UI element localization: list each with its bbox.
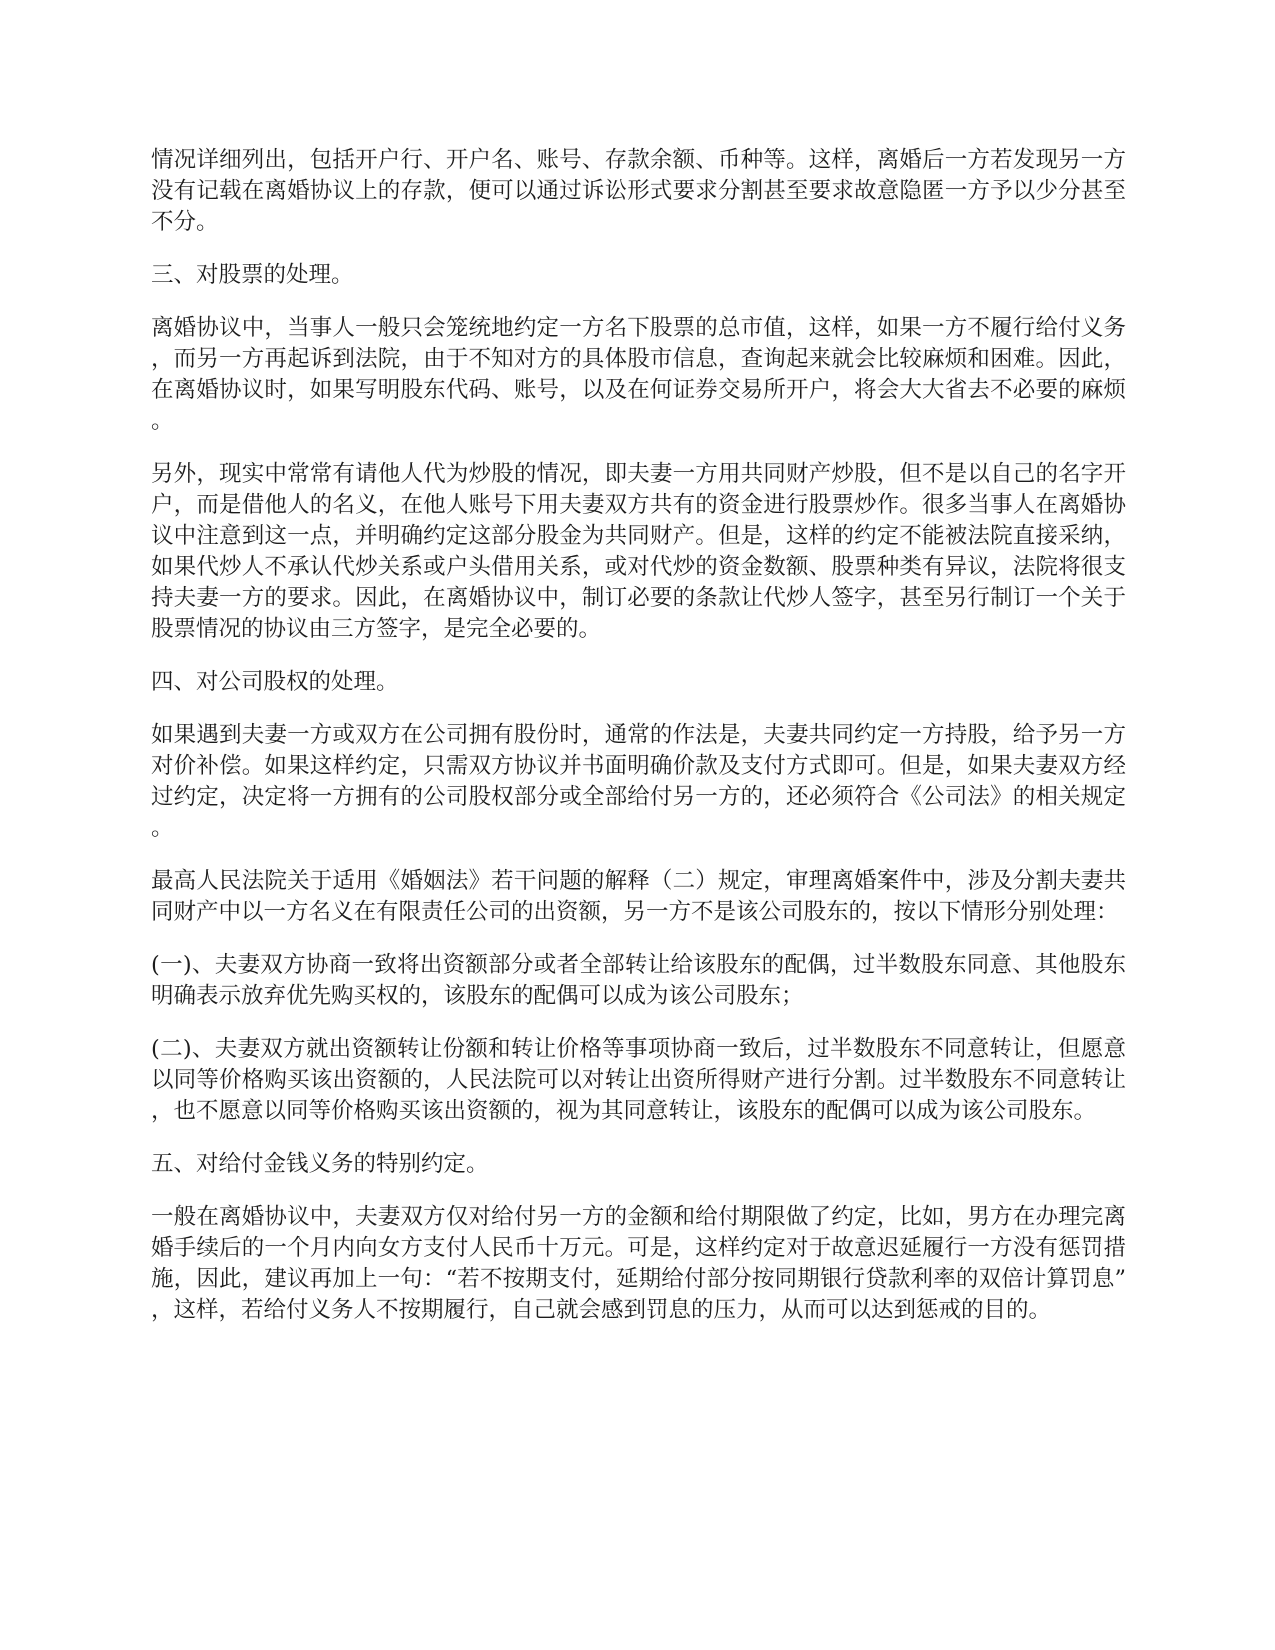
heading-company-equity: 四、对公司股权的处理。 xyxy=(151,669,399,695)
paragraph-deposit-continued: 情况详细列出，包括开户行、开户名、账号、存款余额、币种等。这样，离婚后一方若发现另一方没有记载在离婚协议上的存款，便可以通过诉讼形式要求分割甚至要求故意隐匿一方予以少分甚至不分。 xyxy=(151,147,1126,235)
paragraph-stock-agreement: 离婚协议中，当事人一般只会笼统地约定一方名下股票的总市值，这样，如果一方不履行给付义务，而另一方再起诉到法院，由于不知对方的具体股市信息，查询起来就会比较麻烦和困难。因此，在离婚协议时，如果写明股东代码、账号，以及在何证券交易所开户，将会大大省去不必要的麻烦。 xyxy=(151,315,1126,434)
paragraph-company-shares: 如果遇到夫妻一方或双方在公司拥有股份时，通常的作法是，夫妻共同约定一方持股，给予另一方对价补偿。如果这样约定，只需双方协议并书面明确价款及支付方式即可。但是，如果夫妻双方经过约定，决定将一方拥有的公司股权部分或全部给付另一方的，还必须符合《公司法》的相关规定。 xyxy=(151,722,1126,841)
heading-stock-handling: 三、对股票的处理。 xyxy=(151,262,354,288)
paragraph-stock-proxy: 另外，现实中常常有请他人代为炒股的情况，即夫妻一方用共同财产炒股，但不是以自己的名字开户，而是借他人的名义，在他人账号下用夫妻双方共有的资金进行股票炒作。很多当事人在离婚协议中注意到这一点，并明确约定这部分股金为共同财产。但是，这样的约定不能被法院直接采纳，如果代炒人不承认代炒关系或户头借用关系，或对代炒的资金数额、股票种类有异议，法院将很支持夫妻一方的要求。因此，在离婚协议中，制订必要的条款让代炒人签字，甚至另行制订一个关于股票情况的协议由三方签字，是完全必要的。 xyxy=(151,461,1126,642)
list-item-case-one: (一)、夫妻双方协商一致将出资额部分或者全部转让给该股东的配偶，过半数股东同意、其他股东明确表示放弃优先购买权的，该股东的配偶可以成为该公司股东； xyxy=(151,952,1126,1009)
list-item-case-two: (二)、夫妻双方就出资额转让份额和转让价格等事项协商一致后，过半数股东不同意转让，但愿意以同等价格购买该出资额的，人民法院可以对转让出资所得财产进行分割。过半数股东不同意转让，也不愿意以同等价格购买该出资额的，视为其同意转让，该股东的配偶可以成为该公司股东。 xyxy=(151,1036,1126,1124)
paragraph-payment-penalty: 一般在离婚协议中，夫妻双方仅对给付另一方的金额和给付期限做了约定，比如，男方在办理完离婚手续后的一个月内向女方支付人民币十万元。可是，这样约定对于故意迟延履行一方没有惩罚措施，因此，建议再加上一句：“若不按期支付，延期给付部分按同期银行贷款利率的双倍计算罚息”，这样，若给付义务人不按期履行，自己就会感到罚息的压力，从而可以达到惩戒的目的。 xyxy=(151,1204,1126,1323)
document-page xyxy=(151,145,1126,1348)
paragraph-supreme-court-interpretation: 最高人民法院关于适用《婚姻法》若干问题的解释（二）规定，审理离婚案件中，涉及分割夫妻共同财产中以一方名义在有限责任公司的出资额，另一方不是该公司股东的，按以下情形分别处理： xyxy=(151,868,1126,925)
heading-payment-obligation: 五、对给付金钱义务的特别约定。 xyxy=(151,1151,489,1177)
